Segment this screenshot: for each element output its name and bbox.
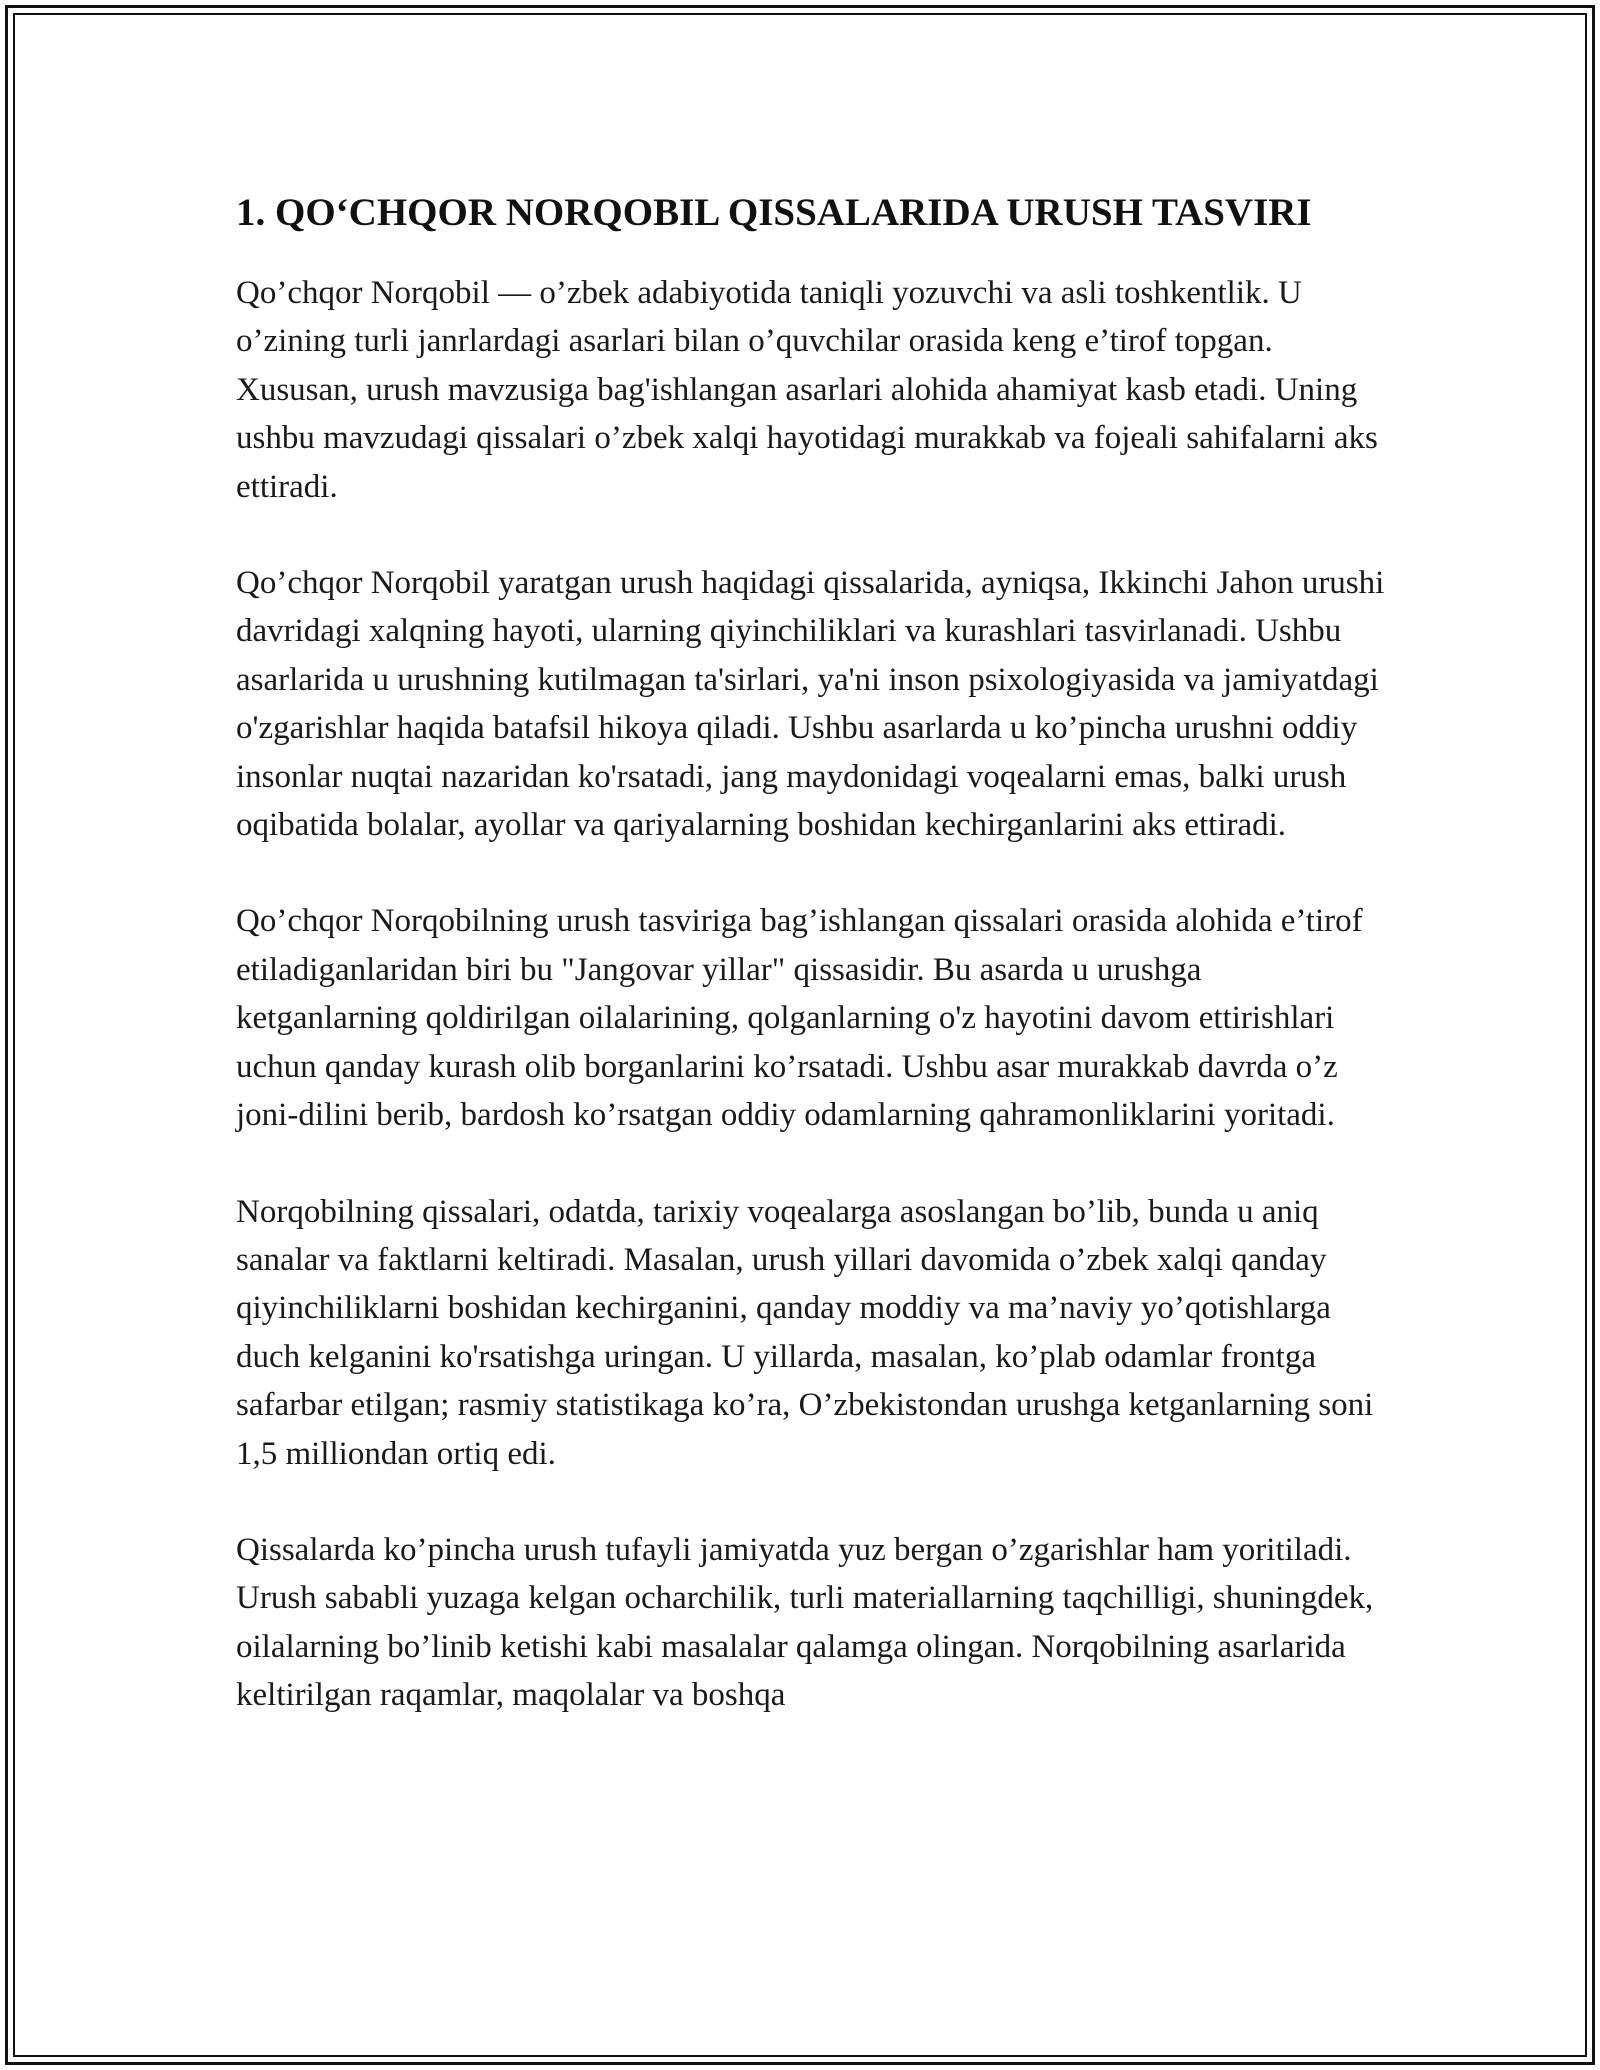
document-body [236,186,1386,1768]
paragraph-3: Qo’chqor Norqobilning urush tasviriga bag’ishlangan qissalari orasida alohida e’tirof etiladiganlaridan biri bu "Jangovar yillar" qissasidir. Bu asarda u urushga ketganlarning qoldirilgan oilalarining, qolganlarning o'z hayotini davom ettirishlari uchun qanday kurash olib borganlarini ko’rsatadi. Ushbu asar murakkab davrda o’z joni-dilini berib, bardosh ko’rsatgan oddiy odamlarning qahramonliklarini yoritadi. [236,903,1363,1134]
paragraph-5: Qissalarda ko’pincha urush tufayli jamiyatda yuz bergan o’zgarishlar ham yoritiladi. Urush sababli yuzaga kelgan ocharchilik, turli materiallarning taqchilligi, shuningdek, oilalarning bo’linib ketishi kabi masalalar qalamga olingan. Norqobilning asarlarida keltirilgan raqamlar, maqolalar va boshqa [236,1531,1374,1714]
section-title: 1. QO‘CHQOR NORQOBIL QISSALARIDA URUSH TASVIRI [236,191,1312,234]
paragraph-4: Norqobilning qissalari, odatda, tarixiy voqealarga asoslangan bo’lib, bunda u aniq sanalar va faktlarni keltiradi. Masalan, urush yillari davomida o’zbek xalqi qanday qiyinchiliklarni boshidan kechirganini, qanday moddiy va ma’naviy yo’qotishlarga duch kelganini ko'rsatishga uringan. U yillarda, masalan, ko’plab odamlar frontga safarbar etilgan; rasmiy statistikaga ko’ra, O’zbekistondan urushga ketganlarning soni 1,5 milliondan ortiq edi. [236,1193,1374,1472]
paragraph-1: Qo’chqor Norqobil — o’zbek adabiyotida taniqli yozuvchi va asli toshkentlik. U o’zining turli janrlardagi asarlari bilan o’quvchilar orasida keng e’tirof topgan. Xususan, urush mavzusiga bag'ishlangan asarlari alohida ahamiyat kasb etadi. Uning ushbu mavzudagi qissalari o’zbek xalqi hayotidagi murakkab va fojeali sahifalarni aks ettiradi. [236,275,1378,505]
paragraph-2: Qo’chqor Norqobil yaratgan urush haqidagi qissalarida, ayniqsa, Ikkinchi Jahon urushi davridagi xalqning hayoti, ularning qiyinchiliklari va kurashlari tasvirlanadi. Ushbu asarlarida u urushning kutilmagan ta'sirlari, ya'ni inson psixologiyasida va jamiyatdagi o'zgarishlar haqida batafsil hikoya qiladi. Ushbu asarlarda u ko’pincha urushni oddiy insonlar nuqtai nazaridan ko'rsatadi, jang maydonidagi voqealarni emas, balki urush oqibatida bolalar, ayollar va qariyalarning boshidan kechirganlarini aks ettiradi. [236,565,1385,844]
